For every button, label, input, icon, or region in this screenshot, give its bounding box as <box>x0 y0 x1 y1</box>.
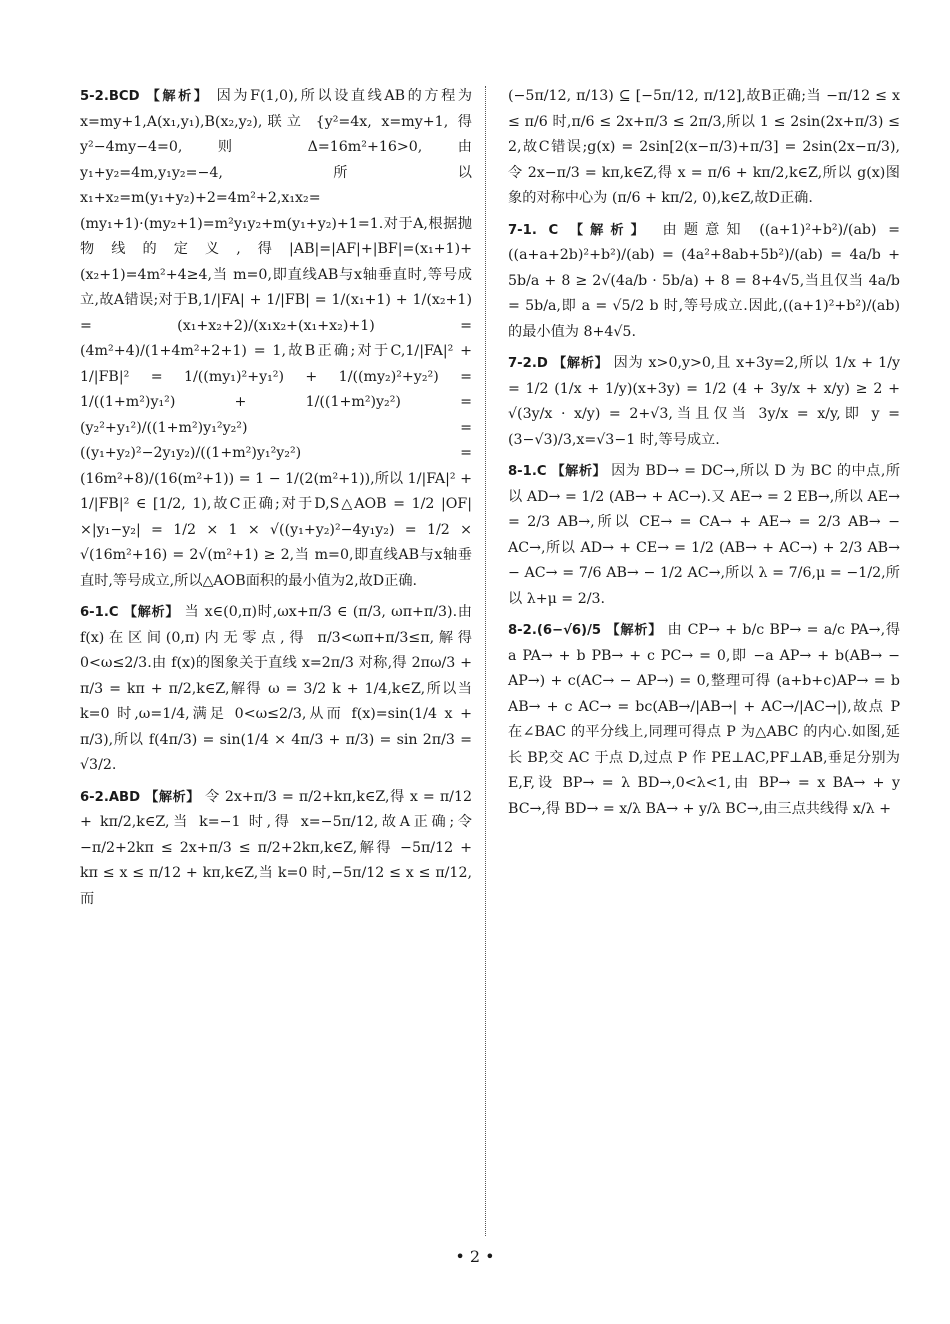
analysis-tag: 【解析】 <box>552 356 609 371</box>
solution-5-2 <box>80 84 472 594</box>
solution-8-2 <box>508 618 900 822</box>
solution-8-1 <box>508 459 900 612</box>
analysis-tag: 【解析】 <box>569 222 651 238</box>
solution-text: 由题意知 ((a+1)²+b²)/(ab) = ((a+a+2b)²+b²)/(ab) = (4a²+8ab+5b²)/(ab) = 4a/b + 5b/a + 8 ≥ 2√(4a/b · 5b/a) + 8 = 8+4√5,当且仅当 4a/b = 5b/a,即 a = √5/2 b 时,等号成立.因此,((a+1)²+b²)/(ab) 的最小值为 8+4√5. <box>508 221 901 340</box>
analysis-tag: 【解析】 <box>551 464 607 479</box>
solution-text: 因为 BD→ = DC→,所以 D 为 BC 的中点,所以 AD→ = 1/2 (AB→ + AC→).又 AE→ = 2 EB→,所以 AE→ = 2/3 AB→,所以 CE→ = CA→ + AE→ = 2/3 AB→ − AC→,所以 AD→ + CE→ = 1/2 (AB→ + AC→) + 2/3 AB→ − AC→ = 7/6 AB→ − 1/2 AC→,所以 λ = 7/6,μ = −1/2,所以 λ+μ = 2/3. <box>508 463 901 607</box>
answer-label: 7-1. C <box>508 222 559 238</box>
column-divider <box>485 86 486 1236</box>
analysis-tag: 【解析】 <box>145 789 201 805</box>
solution-7-2 <box>508 351 900 453</box>
answer-label: 7-2.D <box>508 356 548 371</box>
solution-text: 因为F(1,0),所以设直线AB的方程为x=my+1,A(x₁,y₁),B(x₂,y₂),联立 {y²=4x, x=my+1, 得 y²−4my−4=0,则 Δ=16m²+16>0,由 y₁+y₂=4m,y₁y₂=−4,所以 x₁+x₂=m(y₁+y₂)+2=4m²+2,x₁x₂=(my₁+1)·(my₂+1)=m²y₁y₂+m(y₁+y₂)+1=1.对于A,根据抛物线的定义,得|AB|=|AF|+|BF|=(x₁+1)+(x₂+1)=4m²+4≥4,当 m=0,即直线AB与x轴垂直时,等号成立,故A错误;对于B,1/|FA| + 1/|FB| = 1/(x₁+1) + 1/(x₂+1) = (x₁+x₂+2)/(x₁x₂+(x₁+x₂)+1) = (4m²+4)/(1+4m²+2+1) = 1,故B正确;对于C,1/|FA|² + 1/|FB|² = 1/((my₁)²+y₁²) + 1/((my₂)²+y₂²) = 1/((1+m²)y₁²) + 1/((1+m²)y₂²) = (y₂²+y₁²)/((1+m²)y₁²y₂²) = ((y₁+y₂)²−2y₁y₂)/((1+m²)y₁²y₂²) = (16m²+8)/(16(m²+1)) = 1 − 1/(2(m²+1)),所以 1/|FA|² + 1/|FB|² ∈ [1/2, 1),故C正确;对于D,S△AOB = 1/2 |OF|×|y₁−y₂| = 1/2 × 1 × √((y₁+y₂)²−4y₁y₂) = 1/2 × √(16m²+16) = 2√(m²+1) ≥ 2,当 m=0,即直线AB与x轴垂直时,等号成立,所以△AOB面积的最小值为2,故D正确. <box>80 88 473 589</box>
answer-label: 6-2.ABD <box>80 789 141 805</box>
analysis-tag: 【解析】 <box>146 89 210 104</box>
analysis-tag: 【解析】 <box>606 623 663 638</box>
solution-7-1 <box>508 218 900 346</box>
right-column <box>508 84 900 828</box>
page-number: • 2 • <box>455 1247 495 1266</box>
answer-label: 8-1.C <box>508 464 547 479</box>
solution-text: 因为 x>0,y>0,且 x+3y=2,所以 1/x + 1/y = 1/2 (1/x + 1/y)(x+3y) = 1/2 (4 + 3y/x + x/y) ≥ 2 + √(3y/x · x/y) = 2+√3,当且仅当 3y/x = x/y,即 y = (3−√3)/3,x=√3−1 时,等号成立. <box>508 355 900 448</box>
solution-6-1 <box>80 600 472 779</box>
solution-6-2 <box>80 785 472 913</box>
answer-label: 8-2.(6−√6)/5 <box>508 623 602 638</box>
analysis-tag: 【解析】 <box>123 605 180 620</box>
solution-text: (−5π/12, π/13) ⊆ [−5π/12, π/12],故B正确;当 −π/12 ≤ x ≤ π/6 时,π/6 ≤ 2x+π/3 ≤ 2π/3,所以 1 ≤ 2sin(2x+π/3) ≤ 2,故C错误;g(x) = 2sin[2(x−π/3)+π/3] = 2sin(2x−π/3),令 2x−π/3 = kπ,k∈Z,得 x = π/6 + kπ/2,k∈Z,所以 g(x)图象的对称中心为 (π/6 + kπ/2, 0),k∈Z,故D正确. <box>508 88 900 206</box>
answer-label: 5-2.BCD <box>80 89 140 104</box>
left-column <box>80 84 472 918</box>
answer-label: 6-1.C <box>80 605 119 620</box>
solution-text: 令 2x+π/3 = π/2+kπ,k∈Z,得 x = π/12 + kπ/2,k∈Z,当 k=−1 时,得 x=−5π/12,故A正确;令 −π/2+2kπ ≤ 2x+π/3 ≤ π/2+2kπ,k∈Z,解得 −5π/12 + kπ ≤ x ≤ π/12 + kπ,k∈Z,当 k=0 时,−5π/12 ≤ x ≤ π/12,而 <box>80 788 473 907</box>
solution-text: 当 x∈(0,π)时,ωx+π/3 ∈ (π/3, ωπ+π/3).由 f(x)在区间(0,π)内无零点,得 π/3<ωπ+π/3≤π,解得 0<ω≤2/3.由 f(x)的图象关于直线 x=2π/3 对称,得 2πω/3 + π/3 = kπ + π/2,k∈Z,解得 ω = 3/2 k + 1/4,k∈Z,所以当 k=0 时,ω=1/4,满足 0<ω≤2/3,从而 f(x)=sin(1/4 x + π/3),所以 f(4π/3) = sin(1/4 × 4π/3 + π/3) = sin 2π/3 = √3/2. <box>80 604 472 773</box>
solution-6-2-continued <box>508 84 900 212</box>
solution-text: 由 CP→ + b/c BP→ = a/c PA→,得 a PA→ + b PB→ + c PC→ = 0,即 −a AP→ + b(AB→ − AP→) + c(AC→ − AP→) = 0,整理可得 (a+b+c)AP→ = b AB→ + c AC→ = bc(AB→/|AB→| + AC→/|AC→|),故点 P 在∠BAC 的平分线上,同理可得点 P 为△ABC 的内心.如图,延长 BP,交 AC 于点 D,过点 P 作 PE⊥AC,PF⊥AB,垂足分别为 E,F,设 BP→ = λ BD→,0<λ<1,由 BP→ = x BA→ + y BC→,得 BD→ = x/λ BA→ + y/λ BC→,由三点共线得 x/λ + <box>508 622 901 817</box>
